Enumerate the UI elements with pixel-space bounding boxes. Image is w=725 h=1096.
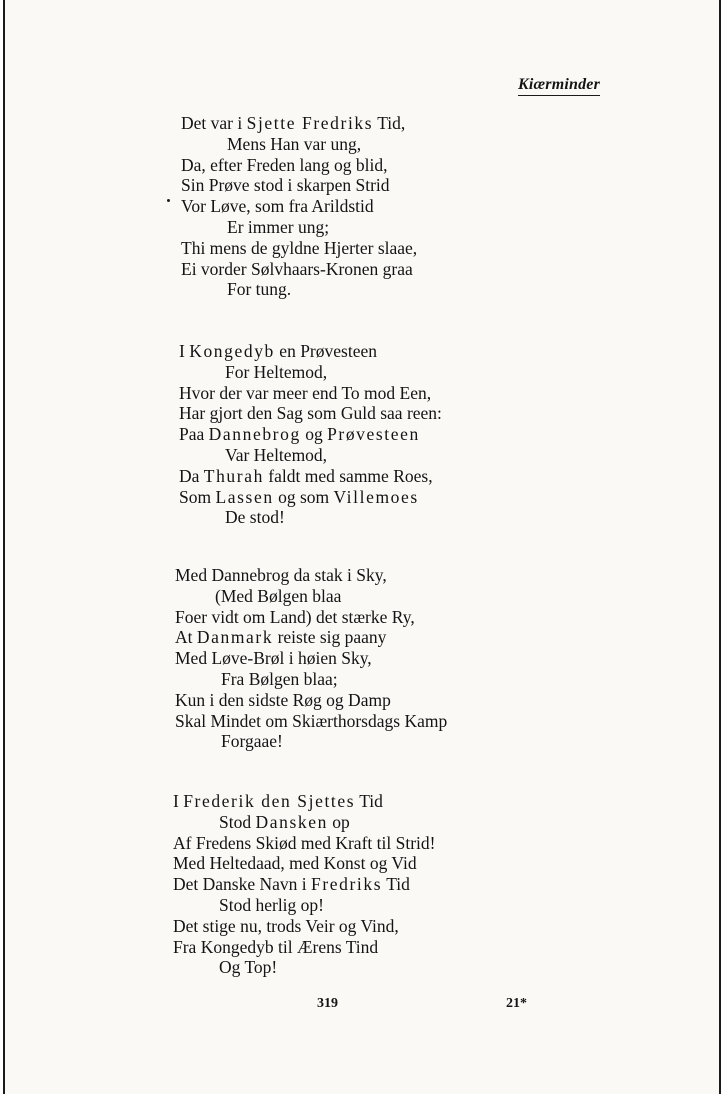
verse-line: Hvor der var meer end To mod Een, <box>179 382 432 403</box>
verse-line: Foer vidt om Land) det stærke Ry, <box>175 606 415 627</box>
stanza-1 <box>181 113 417 300</box>
page-number: 319 <box>317 996 338 1011</box>
verse-line: (Med Bølgen blaa <box>215 585 342 606</box>
verse-line: De stod! <box>225 507 285 528</box>
book-page <box>3 0 721 1094</box>
verse-line: Mens Han var ung, <box>227 133 362 154</box>
verse-line: Med Heltedaad, med Konst og Vid <box>173 853 417 874</box>
running-head: Kiærminder <box>518 76 600 96</box>
verse-line: Skal Mindet om Skiærthorsdags Kamp <box>175 710 448 731</box>
verse-line: At Danmark reiste sig paany <box>175 627 387 648</box>
stanza-3 <box>175 565 447 752</box>
verse-line: Har gjort den Sag som Guld saa reen: <box>179 403 442 424</box>
verse-line: For tung. <box>227 279 292 300</box>
verse-line: For Heltemod, <box>225 361 328 382</box>
verse-line: Det var i Sjette Fredriks Tid, <box>181 113 406 133</box>
ink-speck <box>167 199 170 202</box>
verse-line: Ei vorder Sølvhaars-Kronen graa <box>181 258 413 279</box>
verse-line: Stod Dansken op <box>219 811 350 832</box>
verse-line: Vor Løve, som fra Arildstid <box>181 196 374 217</box>
verse-line: Som Lassen og som Villemoes <box>179 486 419 507</box>
verse-line: Og Top! <box>219 957 278 978</box>
verse-line: Thi mens de gyldne Hjerter slaae, <box>181 237 418 258</box>
verse-line: Da, efter Freden lang og blid, <box>181 154 388 175</box>
verse-line: I Frederik den Sjettes Tid <box>173 791 383 811</box>
verse-line: Paa Dannebrog og Prøvesteen <box>179 424 420 445</box>
stanza-2 <box>179 341 442 528</box>
verse-line: Fra Kongedyb til Ærens Tind <box>173 936 379 957</box>
verse-line: Med Løve-Brøl i høien Sky, <box>175 648 372 669</box>
verse-line: Stod herlig op! <box>219 894 324 915</box>
verse-line: Det Danske Navn i Fredriks Tid <box>173 874 410 895</box>
verse-line: I Kongedyb en Prøvesteen <box>179 341 377 361</box>
verse-line: Kun i den sidste Røg og Damp <box>175 689 391 710</box>
signature-mark: 21* <box>506 996 527 1011</box>
verse-line: Forgaae! <box>221 731 283 752</box>
verse-line: Er immer ung; <box>227 216 330 237</box>
verse-line: Var Heltemod, <box>225 444 328 465</box>
stanza-4 <box>173 791 435 978</box>
verse-line: Med Dannebrog da stak i Sky, <box>175 565 387 585</box>
verse-line: Da Thurah faldt med samme Roes, <box>179 465 433 486</box>
verse-line: Fra Bølgen blaa; <box>221 668 338 689</box>
verse-line: Af Fredens Skiød med Kraft til Strid! <box>173 832 436 853</box>
verse-line: Sin Prøve stod i skarpen Strid <box>181 175 390 196</box>
verse-line: Det stige nu, trods Veir og Vind, <box>173 915 399 936</box>
